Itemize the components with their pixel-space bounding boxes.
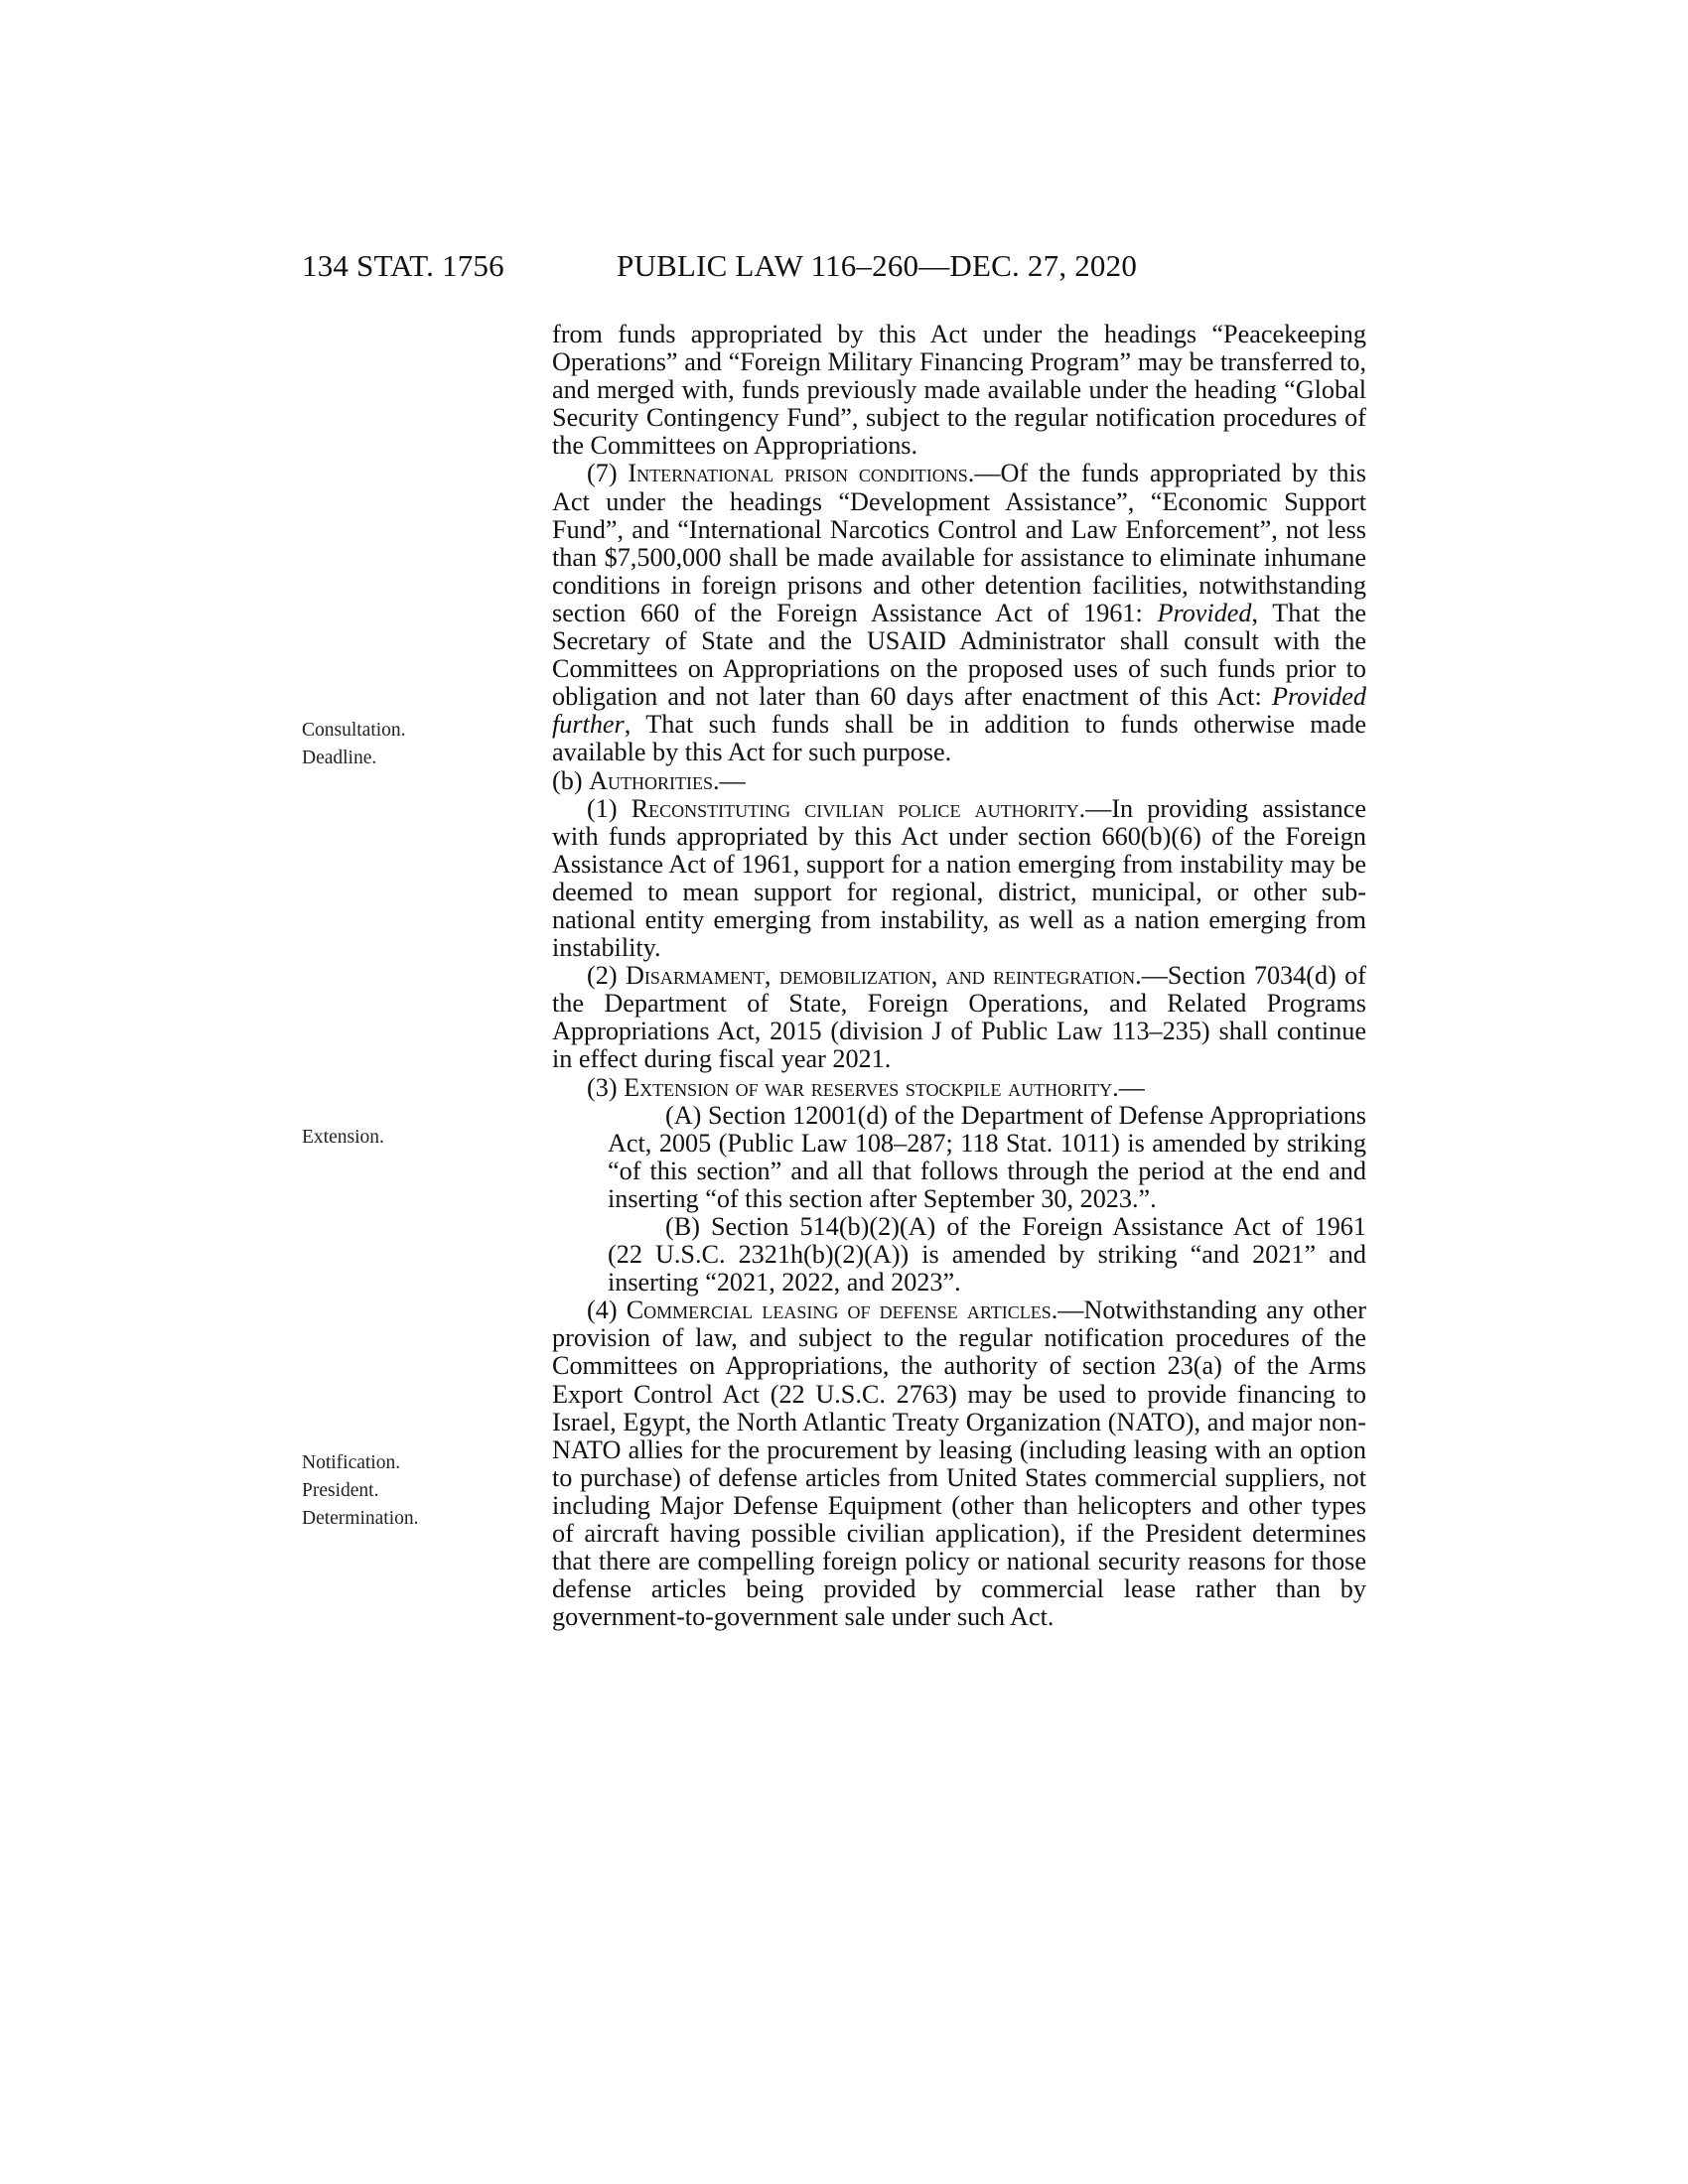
proviso-term: Provided [1157, 598, 1252, 627]
margin-note-notification [302, 1449, 419, 1533]
paragraph-3-war-reserves-stockpile [552, 1074, 1366, 1102]
paragraph-number: (3) [587, 1072, 625, 1102]
margin-note-line: Deadline. [302, 748, 377, 768]
paragraph-heading: Commercial leasing of defense articles. [626, 1296, 1058, 1325]
paragraph-heading: Extension of war reserves stockpile authority. [624, 1072, 1119, 1102]
paragraph-text: —In providing assistance with funds appropriated by this Act under section 660(b)(6) of the Foreign Assistance Act of 1961, support for a nation emerging from instability may be deemed to mean support for regional, district, municipal, or other sub-national entity emerging from instability, as well as a nation emerging from instability. [552, 793, 1366, 963]
paragraph-text: — [1118, 1072, 1145, 1102]
paragraph-text: —Section 7034(d) of the Department of State, Foreign Operations, and Related Programs Appropriations Act, 2015 (division J of Public Law 113–235) shall continue in effect during fiscal year 2021. [552, 961, 1366, 1074]
paragraph-text: , That such funds shall be in addition to funds otherwise made available by this Act for such purpose. [552, 710, 1366, 767]
paragraph-heading: Disarmament, demobilization, and reintegration. [625, 961, 1142, 991]
paragraph-1-reconstituting-civilian-police [552, 795, 1366, 963]
margin-note-line: Extension. [302, 1127, 384, 1148]
margin-note-line: President. [302, 1480, 379, 1501]
paragraph-heading: Reconstituting civilian police authority. [631, 793, 1086, 823]
paragraph-number: (4) [587, 1296, 627, 1325]
page-running-title: PUBLIC LAW 116–260—DEC. 27, 2020 [617, 248, 1138, 283]
margin-note-line: Notification. [302, 1452, 401, 1473]
paragraph-number: (b) [552, 765, 590, 795]
subparagraph-a: (A) Section 12001(d) of the Department of Defense Appropriations Act, 2005 (Public Law 108–287; 118 Stat. 1011) is amended by striking “of this section” and all that follows through the period at the end and inserting “of this section after September 30, 2023.”. [608, 1100, 1366, 1213]
margin-note-extension [302, 1124, 384, 1152]
paragraph-heading: Authorities. [589, 765, 720, 795]
paragraph-text: —Notwithstanding any other provision of law, and subject to the regular notification procedures of the Committees on Appropriations, the authority of section 23(a) of the Arms Export Control Act (22 U.S.C. 2763) may be used to provide financing to Israel, Egypt, the North Atlantic Treaty Organization (NATO), and major non-NATO allies for the procurement by leasing (including leasing with an option to purchase) of defense articles from United States commercial suppliers, not including Major Defense Equipment (other than helicopters and other types of aircraft having possible civilian application), if the President determines that there are compelling foreign policy or national security reasons for those defense articles being provided by commercial lease rather than by government-to-government sale under such Act. [552, 1296, 1366, 1632]
proviso-term: Provided further [552, 682, 1366, 740]
paragraph-text: , That the Secretary of State and the USAID Administrator shall consult with the Committees on Appropriations on the proposed uses of such funds prior to obligation and not later than 60 days after enactment of this Act: [552, 598, 1366, 712]
paragraph-text: — [719, 765, 746, 795]
paragraph-number: (2) [587, 961, 626, 991]
margin-note-consultation [302, 717, 406, 772]
paragraph-7-international-prison-conditions [552, 460, 1366, 766]
paragraph-number: (1) [587, 793, 632, 823]
subparagraph-b: (B) Section 514(b)(2)(A) of the Foreign Assistance Act of 1961 (22 U.S.C. 2321h(b)(2)(A)) is amended by striking “and 2021” and inserting “2021, 2022, and 2023”. [608, 1212, 1366, 1297]
paragraph-heading: International prison conditions. [628, 459, 975, 488]
paragraph-text: —Of the funds appropriated by this Act under the headings “Development Assistance”, “Economic Support Fund”, and “International Narcotics Control and Law Enforcement”, not less than $7,500,000 shall be made available for assistance to eliminate inhumane conditions in foreign prisons and other detention facilities, notwithstanding section 660 of the Foreign Assistance Act of 1961: [552, 459, 1366, 627]
paragraph-2-disarmament [552, 962, 1366, 1073]
margin-note-line: Determination. [302, 1508, 419, 1529]
paragraph-4-commercial-leasing [552, 1297, 1366, 1631]
subsection-b-authorities [552, 767, 1366, 795]
paragraph-number: (7) [587, 459, 629, 488]
margin-note-line: Consultation. [302, 720, 406, 741]
page-stat-reference: 134 STAT. 1756 [302, 248, 504, 283]
body-text [552, 321, 1366, 1631]
paragraph-continuation: from funds appropriated by this Act under the headings “Peacekeeping Operations” and “Foreign Military Financing Program” may be transferred to, and merged with, funds previously made available under the heading “Global Security Contingency Fund”, subject to the regular notification procedures of the Committees on Appropriations. [552, 320, 1366, 461]
